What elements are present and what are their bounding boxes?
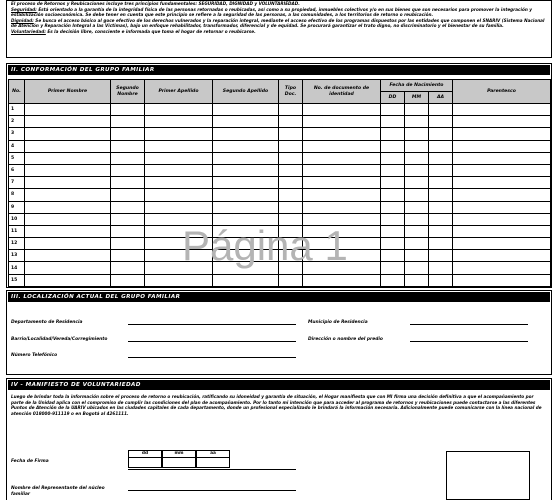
table-cell[interactable] [405, 238, 429, 250]
table-cell[interactable] [303, 104, 381, 116]
table-cell[interactable] [213, 164, 279, 176]
table-cell[interactable] [25, 189, 111, 201]
table-cell[interactable] [303, 238, 381, 250]
table-cell[interactable] [429, 152, 453, 164]
header-tipo-doc: Tipo Doc. [279, 80, 303, 104]
table-cell[interactable] [213, 238, 279, 250]
table-cell[interactable] [145, 250, 213, 262]
table-cell[interactable] [429, 238, 453, 250]
representante-label: Nombre del Representante del núcleo familiar [11, 486, 105, 497]
table-cell[interactable] [145, 104, 213, 116]
table-cell[interactable] [213, 274, 279, 286]
table-cell[interactable] [381, 250, 405, 262]
table-cell[interactable] [405, 152, 429, 164]
table-cell[interactable] [213, 213, 279, 225]
table-cell[interactable] [303, 177, 381, 189]
table-cell[interactable] [279, 177, 303, 189]
table-cell[interactable] [381, 140, 405, 152]
table-cell[interactable] [405, 140, 429, 152]
departamento-label: Departamento de Residencia [11, 320, 83, 325]
representante-field[interactable] [128, 490, 296, 491]
table-cell[interactable] [405, 274, 429, 286]
table-row [9, 213, 551, 225]
table-cell[interactable] [453, 250, 551, 262]
header-fecha-nac: Fecha de Nacimiento [381, 80, 453, 92]
table-cell[interactable] [145, 116, 213, 128]
table-cell[interactable] [453, 213, 551, 225]
row-number: 1 [9, 104, 25, 116]
row-number: 8 [9, 189, 25, 201]
barrio-field[interactable] [128, 341, 296, 342]
table-cell[interactable] [111, 177, 145, 189]
row-number: 13 [9, 250, 25, 262]
table-row [9, 250, 551, 262]
table-cell[interactable] [429, 116, 453, 128]
table-row [9, 140, 551, 152]
table-cell[interactable] [405, 250, 429, 262]
voluntariedad-label: Voluntariedad: [11, 28, 46, 34]
header-segundo-nombre: Segundo Nombre [111, 80, 145, 104]
table-cell[interactable] [429, 189, 453, 201]
date-month-box[interactable] [162, 450, 196, 468]
header-aa: AA [429, 92, 453, 104]
table-cell[interactable] [303, 152, 381, 164]
direccion-label: Dirección o nombre del predio [308, 337, 383, 342]
table-cell[interactable] [303, 201, 381, 213]
table-cell[interactable] [25, 201, 111, 213]
row-number: 3 [9, 128, 25, 140]
table-cell[interactable] [429, 128, 453, 140]
table-cell[interactable] [111, 213, 145, 225]
header-primer-nombre: Primer Nombre [25, 80, 111, 104]
table-cell[interactable] [25, 274, 111, 286]
table-cell[interactable] [303, 140, 381, 152]
table-cell[interactable] [429, 140, 453, 152]
table-cell[interactable] [213, 140, 279, 152]
table-cell[interactable] [145, 201, 213, 213]
table-cell[interactable] [145, 274, 213, 286]
table-cell[interactable] [111, 128, 145, 140]
table-cell[interactable] [453, 177, 551, 189]
table-cell[interactable] [25, 164, 111, 176]
table-cell[interactable] [381, 213, 405, 225]
table-cell[interactable] [381, 262, 405, 274]
table-cell[interactable] [405, 128, 429, 140]
table-cell[interactable] [213, 201, 279, 213]
table-cell[interactable] [303, 213, 381, 225]
table-cell[interactable] [145, 225, 213, 237]
municipio-label: Municipio de Residencia [308, 320, 368, 325]
table-cell[interactable] [381, 104, 405, 116]
table-cell[interactable] [303, 189, 381, 201]
fingerprint-box [446, 451, 530, 500]
table-cell[interactable] [25, 152, 111, 164]
family-table [8, 79, 551, 287]
table-cell[interactable] [429, 177, 453, 189]
table-cell[interactable] [111, 262, 145, 274]
row-number: 2 [9, 116, 25, 128]
table-cell[interactable] [381, 116, 405, 128]
table-cell[interactable] [111, 189, 145, 201]
row-number: 15 [9, 274, 25, 286]
table-cell[interactable] [111, 274, 145, 286]
table-cell[interactable] [429, 274, 453, 286]
fecha-underline [128, 469, 296, 470]
table-cell[interactable] [279, 238, 303, 250]
table-cell[interactable] [429, 262, 453, 274]
table-cell[interactable] [381, 274, 405, 286]
table-cell[interactable] [405, 177, 429, 189]
row-number: 10 [9, 213, 25, 225]
table-cell[interactable] [279, 164, 303, 176]
table-row [9, 238, 551, 250]
header-num-doc: No. de documento de identidad [303, 80, 381, 104]
table-cell[interactable] [25, 128, 111, 140]
table-cell[interactable] [111, 140, 145, 152]
table-cell[interactable] [405, 262, 429, 274]
table-cell[interactable] [429, 213, 453, 225]
table-cell[interactable] [145, 213, 213, 225]
table-cell[interactable] [453, 128, 551, 140]
table-cell[interactable] [213, 128, 279, 140]
table-cell[interactable] [303, 250, 381, 262]
table-cell[interactable] [405, 225, 429, 237]
section4-title: IV - MANIFIESTO DE VOLUNTARIEDAD [8, 380, 550, 390]
table-cell[interactable] [381, 152, 405, 164]
table-cell[interactable] [111, 225, 145, 237]
table-cell[interactable] [279, 225, 303, 237]
table-cell[interactable] [303, 262, 381, 274]
dignidad-label: Dignidad: [11, 17, 34, 23]
table-cell[interactable] [279, 128, 303, 140]
seguridad-label: Seguridad: [11, 6, 37, 12]
table-cell[interactable] [405, 104, 429, 116]
seguridad-text: Está orientado a la garantía de la integridad física de las personas retornadas o reubicadas, así como a su propiedad, inmuebles colectivos y/o en sus bienes que son necesarios para promover la integración y estabilización socioeconómica. Se debe tener en cuenta que este principio se refiere a la seguridad de las personas, a las comunidades, a los territorios de retorno o reubicación. [11, 6, 533, 18]
table-cell[interactable] [381, 238, 405, 250]
direccion-field[interactable] [410, 341, 528, 342]
fecha-firma-label: Fecha de Firma [11, 459, 49, 464]
table-cell[interactable] [453, 189, 551, 201]
telefono-field[interactable] [128, 357, 296, 358]
table-cell[interactable] [453, 164, 551, 176]
table-cell[interactable] [25, 225, 111, 237]
municipio-field[interactable] [410, 324, 528, 325]
table-row [9, 152, 551, 164]
table-row [9, 225, 551, 237]
table-row [9, 262, 551, 274]
table-cell[interactable] [303, 164, 381, 176]
row-number: 12 [9, 238, 25, 250]
date-day-box[interactable] [128, 450, 162, 468]
table-cell[interactable] [213, 152, 279, 164]
table-row [9, 128, 551, 140]
table-cell[interactable] [381, 225, 405, 237]
telefono-label: Número Telefónico [11, 353, 58, 358]
row-number: 4 [9, 140, 25, 152]
table-cell[interactable] [213, 225, 279, 237]
header-primer-apellido: Primer Apellido [145, 80, 213, 104]
table-cell[interactable] [25, 238, 111, 250]
date-month-header: mm [163, 451, 195, 458]
date-year-header: aa [197, 451, 229, 458]
table-cell[interactable] [453, 140, 551, 152]
table-cell[interactable] [429, 104, 453, 116]
table-row [9, 104, 551, 116]
table-cell[interactable] [111, 164, 145, 176]
table-row [9, 201, 551, 213]
row-number: 5 [9, 152, 25, 164]
table-cell[interactable] [25, 177, 111, 189]
table-cell[interactable] [111, 152, 145, 164]
table-cell[interactable] [453, 262, 551, 274]
table-cell[interactable] [111, 201, 145, 213]
intro-text [11, 1, 547, 35]
table-cell[interactable] [25, 213, 111, 225]
table-cell[interactable] [405, 213, 429, 225]
table-cell[interactable] [381, 177, 405, 189]
table-cell[interactable] [429, 250, 453, 262]
header-parentesco: Parentesco [453, 80, 551, 104]
table-cell[interactable] [145, 189, 213, 201]
dignidad-text: Se busca el acceso básico al goce efectivo de los derechos vulnerados y la reparación integral, mediante el acceso efectivo de los programas dispuestos por las entidades que componen el SNARIV (Sistema Nacional de Atención y Reparación Integral a las Víctimas), bajo un enfoque rehabilitador, transformador, diferencial y de equidad. Se procurará garantizar el trato digno, no discriminatorio y el bienestar de su familia. [11, 17, 545, 29]
table-row [9, 274, 551, 286]
table-cell[interactable] [279, 201, 303, 213]
manifiesto-text: Luego de brindar toda la información sobre el proceso de retorno o reubicación, ratificando su idoneidad y garantía de situación, el Hogar manifiesta que con MI firma una decisión definitiva a que el acompañamiento por parte de la Unidad aplica con el compromiso de cumplir las condiciones del plan de acompañamiento. Por lo tanto mi intención que para acceder al programa de retornos y reubicaciones puede contactarse a las diferentes Puntos de Atención de la UARIV ubicados en las ciudades capitales de cada departamento, donde un profesional especializado le brindará la información necesaria. Adicionalmente puede comunicarse con la línea nacional de atención 018000-911119 o en Bogotá al 4261111. [11, 394, 542, 416]
table-row [9, 164, 551, 176]
section2-title: II. CONFORMACIÓN DEL GRUPO FAMILIAR [8, 65, 550, 75]
table-cell[interactable] [405, 201, 429, 213]
date-year-box[interactable] [196, 450, 230, 468]
row-number: 14 [9, 262, 25, 274]
table-cell[interactable] [429, 225, 453, 237]
table-cell[interactable] [25, 140, 111, 152]
row-number: 11 [9, 225, 25, 237]
table-cell[interactable] [145, 128, 213, 140]
table-row [9, 189, 551, 201]
table-cell[interactable] [145, 177, 213, 189]
table-cell[interactable] [381, 189, 405, 201]
section3-box [6, 290, 552, 375]
table-cell[interactable] [279, 116, 303, 128]
intro-line1: El proceso de Retornos y Reubicaciones incluye tres principios fundamentales: SEGURIDAD, DIGNIDAD y VOLUNTARIEDAD. [11, 1, 300, 6]
table-row [9, 116, 551, 128]
table-cell[interactable] [145, 140, 213, 152]
table-cell[interactable] [279, 250, 303, 262]
table-cell[interactable] [213, 250, 279, 262]
table-cell[interactable] [453, 225, 551, 237]
table-cell[interactable] [381, 164, 405, 176]
table-cell[interactable] [279, 213, 303, 225]
table-cell[interactable] [25, 262, 111, 274]
table-cell[interactable] [145, 152, 213, 164]
table-cell[interactable] [111, 104, 145, 116]
table-cell[interactable] [453, 116, 551, 128]
header-dd: DD [381, 92, 405, 104]
table-cell[interactable] [279, 262, 303, 274]
table-cell[interactable] [453, 238, 551, 250]
row-number: 6 [9, 164, 25, 176]
table-cell[interactable] [279, 104, 303, 116]
table-cell[interactable] [25, 104, 111, 116]
table-cell[interactable] [213, 189, 279, 201]
table-cell[interactable] [279, 189, 303, 201]
section3-title: III. LOCALIZACIÓN ACTUAL DEL GRUPO FAMILIAR [8, 292, 550, 302]
table-cell[interactable] [453, 201, 551, 213]
table-cell[interactable] [381, 201, 405, 213]
header-mm: MM [405, 92, 429, 104]
table-cell[interactable] [453, 152, 551, 164]
table-cell[interactable] [381, 128, 405, 140]
table-cell[interactable] [145, 262, 213, 274]
table-cell[interactable] [303, 128, 381, 140]
voluntariedad-text: Es la decisión libre, consciente e informada que toma el hogar de retornar o reubicarse. [47, 28, 256, 34]
table-cell[interactable] [25, 116, 111, 128]
table-cell[interactable] [405, 189, 429, 201]
table-cell[interactable] [303, 225, 381, 237]
table-cell[interactable] [213, 104, 279, 116]
table-cell[interactable] [303, 116, 381, 128]
table-cell[interactable] [453, 274, 551, 286]
table-row [9, 177, 551, 189]
table-cell[interactable] [279, 152, 303, 164]
table-cell[interactable] [111, 116, 145, 128]
table-cell[interactable] [303, 274, 381, 286]
table-cell[interactable] [453, 104, 551, 116]
table-cell[interactable] [25, 250, 111, 262]
table-cell[interactable] [213, 262, 279, 274]
table-cell[interactable] [145, 238, 213, 250]
departamento-field[interactable] [128, 324, 296, 325]
table-cell[interactable] [213, 116, 279, 128]
header-segundo-apellido: Segundo Apellido [213, 80, 279, 104]
date-day-header: dd [129, 451, 161, 458]
table-cell[interactable] [429, 164, 453, 176]
table-cell[interactable] [145, 164, 213, 176]
row-number: 7 [9, 177, 25, 189]
table-cell[interactable] [405, 164, 429, 176]
table-cell[interactable] [279, 274, 303, 286]
barrio-label: Barrio/Localidad/Vereda/Corregimiento [11, 337, 108, 342]
watermark: Página 1 [182, 222, 348, 269]
header-no: No. [9, 80, 25, 104]
table-cell[interactable] [111, 238, 145, 250]
table-cell[interactable] [279, 140, 303, 152]
row-number: 9 [9, 201, 25, 213]
table-cell[interactable] [213, 177, 279, 189]
table-cell[interactable] [405, 116, 429, 128]
table-cell[interactable] [429, 201, 453, 213]
table-cell[interactable] [111, 250, 145, 262]
